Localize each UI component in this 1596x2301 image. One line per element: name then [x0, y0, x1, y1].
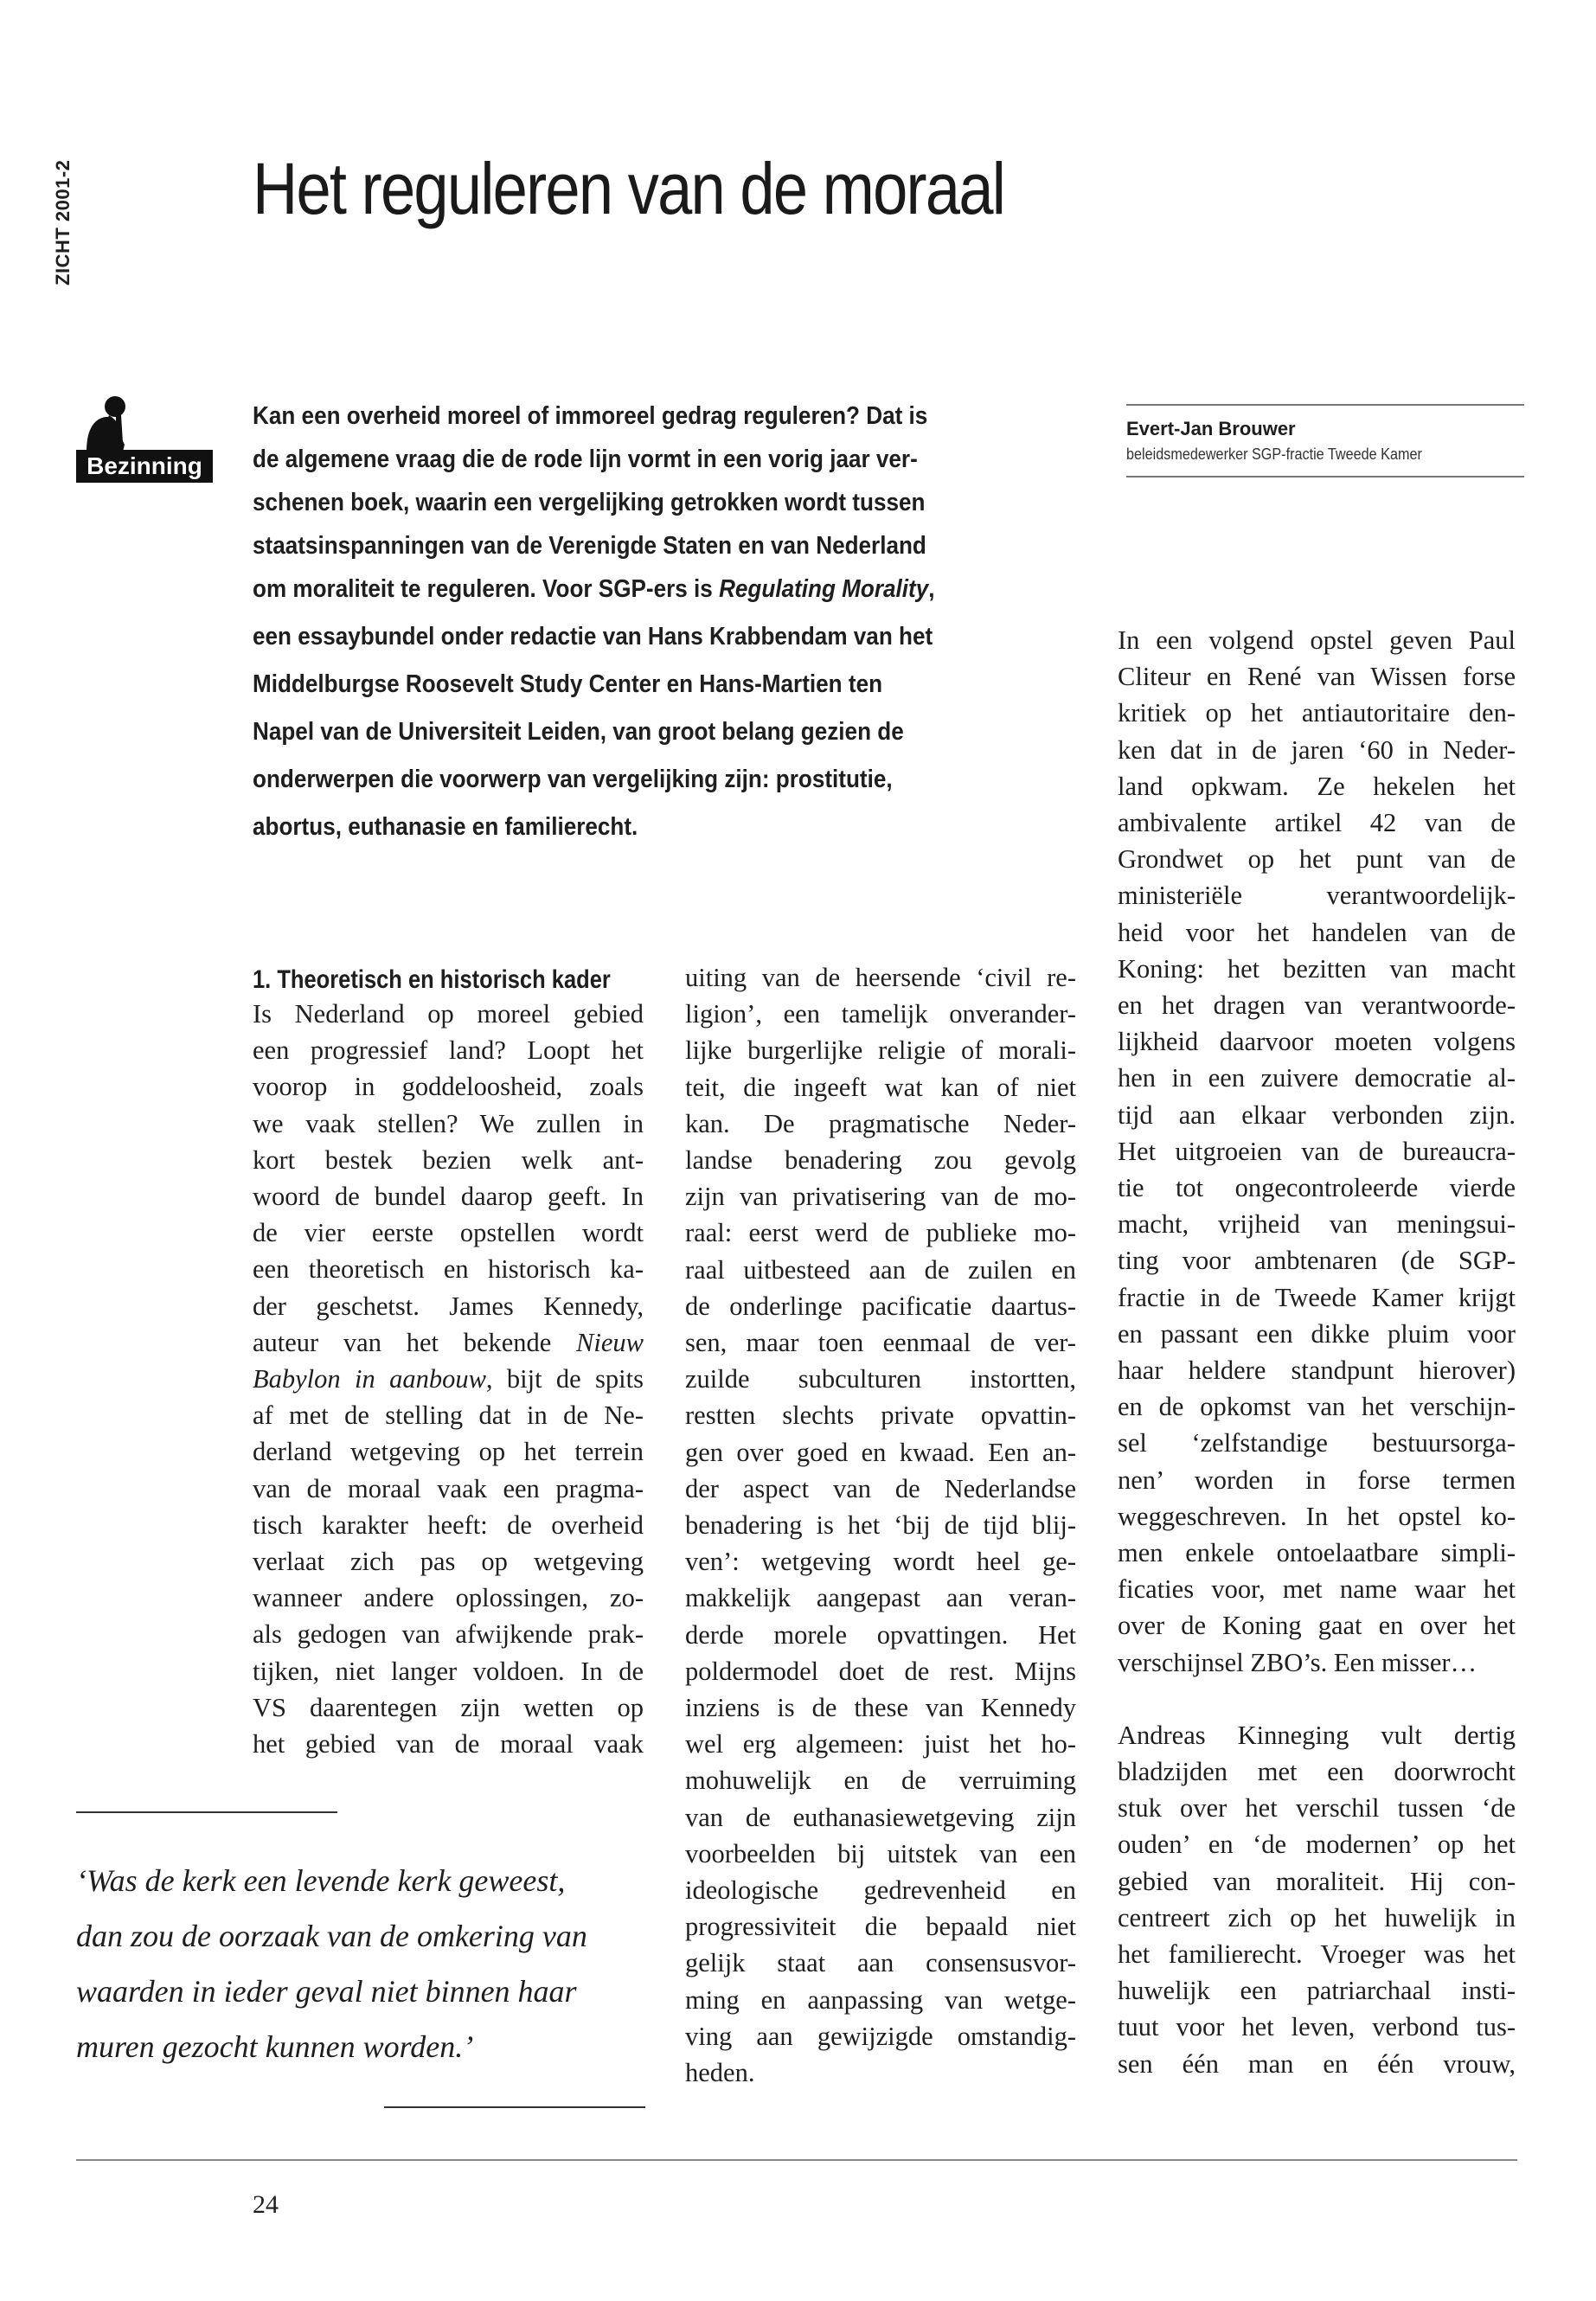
- text-line: ouden’ en ‘de modernen’ op het: [1118, 1830, 1516, 1860]
- book-title: Regulating Morality: [719, 575, 929, 603]
- text-line: een theoretisch en historisch ka-: [253, 1254, 644, 1285]
- text-line: nen’ worden in forse termen: [1118, 1465, 1516, 1495]
- text-line: ven’: wetgeving wordt heel ge-: [685, 1547, 1076, 1577]
- intro-line: Napel van de Universiteit Leiden, van groot belang gezien de: [253, 718, 904, 746]
- text-line: tuut voor het leven, verbond tus-: [1118, 2012, 1516, 2042]
- text-line: inziens is de these van Kennedy: [685, 1693, 1076, 1722]
- text-line: verlaat zich pas op wetgeving: [253, 1547, 644, 1576]
- text-line: over de Koning gaat en over het: [1118, 1611, 1516, 1641]
- text-line: kan. De pragmatische Neder-: [685, 1108, 1076, 1138]
- text-line: voorbeelden bij uitstek van een: [685, 1838, 1076, 1868]
- text-line: Is Nederland op moreel gebied: [253, 999, 644, 1029]
- book-title: Babylon in aanbouw: [253, 1364, 486, 1394]
- author-box: [1126, 404, 1524, 478]
- punctuation: ,: [928, 575, 935, 603]
- text-line: sen, maar toen eenmaal de ver-: [685, 1328, 1076, 1357]
- text-line: poldermodel doet de rest. Mijns: [685, 1656, 1076, 1686]
- text-line: In een volgend opstel geven Paul: [1118, 625, 1516, 655]
- text-line: mohuwelijk en de verruiming: [685, 1766, 1076, 1796]
- intro-text: om moraliteit te reguleren. Voor SGP-ers is: [253, 575, 720, 603]
- text-line: heden.: [685, 2058, 755, 2087]
- text-line: het familierecht. Vroeger was het: [1118, 1939, 1516, 1969]
- text-line: teit, die ingeeft wat kan of niet: [685, 1072, 1076, 1102]
- text-line: lijke burgerlijke religie of morali-: [685, 1035, 1076, 1066]
- text-line: macht, vrijheid van meningsui-: [1118, 1209, 1516, 1240]
- text-line: ficaties voor, met name waar het: [1118, 1574, 1516, 1605]
- section-heading: 1. Theoretisch en historisch kader: [253, 965, 611, 994]
- text-line: restten slechts private opvattin-: [685, 1400, 1076, 1431]
- pullquote-line: waarden in ieder geval niet binnen haar: [76, 1974, 577, 2009]
- divider: [1126, 476, 1524, 478]
- intro-line: abortus, euthanasie en familierecht.: [253, 813, 638, 841]
- text-line: ligion’, een tamelijk onverander-: [685, 999, 1076, 1029]
- text-line: huwelijk een patriarchaal insti-: [1118, 1976, 1516, 2006]
- text-line: [253, 1362, 644, 1396]
- text-line: gebied van moraliteit. Hij con-: [1118, 1866, 1516, 1896]
- text-line: fractie in de Tweede Kamer krijgt: [1118, 1282, 1516, 1312]
- text-line: weggeschreven. In het opstel ko-: [1118, 1501, 1516, 1531]
- intro-line: Middelburgse Roosevelt Study Center en Hans-Martien ten: [253, 670, 883, 698]
- text-line: wel erg algemeen: juist het ho-: [685, 1729, 1076, 1759]
- text-line: land opkwam. Ze hekelen het: [1118, 771, 1516, 801]
- text-line: kritiek op het antiautoritaire den-: [1118, 698, 1516, 728]
- text-line: landse benadering zou gevolg: [685, 1145, 1076, 1175]
- intro-line: de algemene vraag die de rode lijn vormt in een vorig jaar ver-: [253, 445, 918, 473]
- text-line: zuilde subculturen instortten,: [685, 1364, 1076, 1394]
- footer-rule: [76, 2159, 1517, 2161]
- text-line: Het uitgroeien van de bureaucra-: [1118, 1136, 1516, 1166]
- text-line: ministeriële verantwoordelijk-: [1118, 881, 1516, 911]
- text-line: en het dragen van verantwoorde-: [1118, 990, 1516, 1020]
- pullquote-line: dan zou de oorzaak van de omkering van: [76, 1919, 587, 1953]
- book-title: Nieuw: [576, 1327, 644, 1357]
- pullquote-line: muren gezocht kunnen worden.’: [76, 2029, 474, 2064]
- text-line: wanneer andere oplossingen, zo-: [253, 1583, 644, 1613]
- text-line: de onderlinge pacificatie daartus-: [685, 1291, 1076, 1321]
- text-line: centreert zich op het huwelijk in: [1118, 1902, 1516, 1932]
- text-line: sel ‘zelfstandige bestuursorga-: [1118, 1428, 1516, 1458]
- text-line: van de euthanasiewetgeving zijn: [685, 1802, 1076, 1832]
- section-badge: [76, 396, 215, 483]
- text-line: af met de stelling dat in de Ne-: [253, 1400, 644, 1431]
- text-line: als gedogen van afwijkende prak-: [253, 1619, 644, 1650]
- text-line: gen over goed en kwaad. Een an-: [685, 1437, 1076, 1467]
- thinking-person-icon: [76, 396, 215, 453]
- page-number: 24: [253, 2190, 279, 2219]
- text-line: kort bestek bezien welk ant-: [253, 1144, 644, 1175]
- text-line: woord de bundel daarop geeft. In: [253, 1182, 644, 1211]
- text-line: progressiviteit die bepaald niet: [685, 1912, 1076, 1942]
- text-line: van de moraal vaak een pragma-: [253, 1473, 644, 1503]
- text-line: en passant een dikke pluim voor: [1118, 1318, 1516, 1349]
- text-line: stuk over het verschil tussen ‘de: [1118, 1793, 1516, 1823]
- text-line: hen in een zuivere democratie al-: [1118, 1063, 1516, 1093]
- author-role: beleidsmedewerker SGP-fractie Tweede Kamer: [1126, 445, 1422, 463]
- text-line: en de opkomst van het verschijn-: [1118, 1392, 1516, 1422]
- journal-issue-label: ZICHT 2001-2: [52, 159, 74, 285]
- text-line: raal: eerst werd de publieke mo-: [685, 1218, 1076, 1248]
- text-line: ideologische gedrevenheid en: [685, 1875, 1076, 1905]
- section-badge-label: Bezinning: [76, 450, 213, 483]
- text-line: tie tot ongecontroleerde vierde: [1118, 1173, 1516, 1202]
- divider: [1126, 404, 1524, 406]
- text-line: derland wetgeving op het terrein: [253, 1437, 644, 1467]
- text-line: Andreas Kinneging vult dertig: [1118, 1720, 1516, 1750]
- text-line: gelijk staat aan consensusvor-: [685, 1948, 1076, 1978]
- intro-line: onderwerpen die voorwerp van vergelijking zijn: prostitutie,: [253, 766, 893, 793]
- text-line: tijken, niet langer voldoen. In de: [253, 1656, 644, 1686]
- text-line: raal uitbesteed aan de zuilen en: [685, 1254, 1076, 1285]
- author-name: Evert-Jan Brouwer: [1126, 418, 1296, 439]
- page-title: Het reguleren van de moraal: [253, 148, 1005, 229]
- text-line: men enkele ontoelaatbare simpli-: [1118, 1538, 1516, 1567]
- text-line: de vier eerste opstellen wordt: [253, 1218, 644, 1248]
- text-line: Cliteur en René van Wissen forse: [1118, 662, 1516, 692]
- text-line: ken dat in de jaren ‘60 in Neder-: [1118, 734, 1516, 765]
- text-line: Grondwet op het punt van de: [1118, 844, 1516, 875]
- text-line: we vaak stellen? We zullen in: [253, 1108, 644, 1138]
- text-line: ming en aanpassing van wetge-: [685, 1984, 1076, 2015]
- text-line: het gebied van de moraal vaak: [253, 1729, 644, 1759]
- intro-line: Kan een overheid moreel of immoreel gedrag reguleren? Dat is: [253, 402, 928, 430]
- text-line: haar heldere standpunt hierover): [1118, 1356, 1516, 1385]
- intro-line: staatsinspanningen van de Verenigde Staten en van Nederland: [253, 532, 926, 560]
- text-line: derde morele opvattingen. Het: [685, 1619, 1076, 1650]
- intro-line: een essaybundel onder redactie van Hans Krabbendam van het: [253, 623, 933, 651]
- text-line: tisch karakter heeft: de overheid: [253, 1509, 644, 1540]
- intro-line: [253, 572, 984, 606]
- text-line: [253, 1325, 644, 1360]
- text-line: VS daarentegen zijn wetten op: [253, 1692, 644, 1722]
- text-line: ting voor ambtenaren (de SGP-: [1118, 1246, 1516, 1276]
- pullquote-rule-top: [76, 1811, 337, 1813]
- pullquote-line: ‘Was de kerk een levende kerk geweest,: [76, 1863, 566, 1898]
- text-line: tijd aan elkaar verbonden zijn.: [1118, 1099, 1516, 1130]
- text: auteur van het bekende: [253, 1327, 577, 1357]
- text-line: benadering is het ‘bij de tijd blij-: [685, 1510, 1076, 1540]
- text-line: makkelijk aangepast aan veran-: [685, 1583, 1076, 1613]
- text-line: heid voor het handelen van de: [1118, 917, 1516, 947]
- pullquote-rule-bottom: [384, 2106, 645, 2108]
- text-line: verschijnsel ZBO’s. Een misser…: [1118, 1647, 1477, 1677]
- text-line: uiting van de heersende ‘civil re-: [685, 963, 1076, 992]
- text-line: sen één man en één vrouw,: [1118, 2048, 1516, 2079]
- text-line: lijkheid daarvoor moeten volgens: [1118, 1027, 1516, 1057]
- text-line: der geschetst. James Kennedy,: [253, 1291, 644, 1321]
- text-line: bladzijden met een doorwrocht: [1118, 1757, 1516, 1786]
- text-line: ving aan gewijzigde omstandig-: [685, 2021, 1076, 2051]
- text-line: voorop in goddeloosheid, zoals: [253, 1072, 644, 1102]
- text-line: der aspect van de Nederlandse: [685, 1473, 1076, 1503]
- intro-line: schenen boek, waarin een vergelijking getrokken wordt tussen: [253, 489, 926, 516]
- text: , bijt de spits: [485, 1364, 644, 1394]
- text-line: Koning: het bezitten van macht: [1118, 953, 1516, 984]
- text-line: een progressief land? Loopt het: [253, 1035, 644, 1066]
- text-line: zijn van privatisering van de mo-: [685, 1182, 1076, 1212]
- text-line: ambivalente artikel 42 van de: [1118, 808, 1516, 837]
